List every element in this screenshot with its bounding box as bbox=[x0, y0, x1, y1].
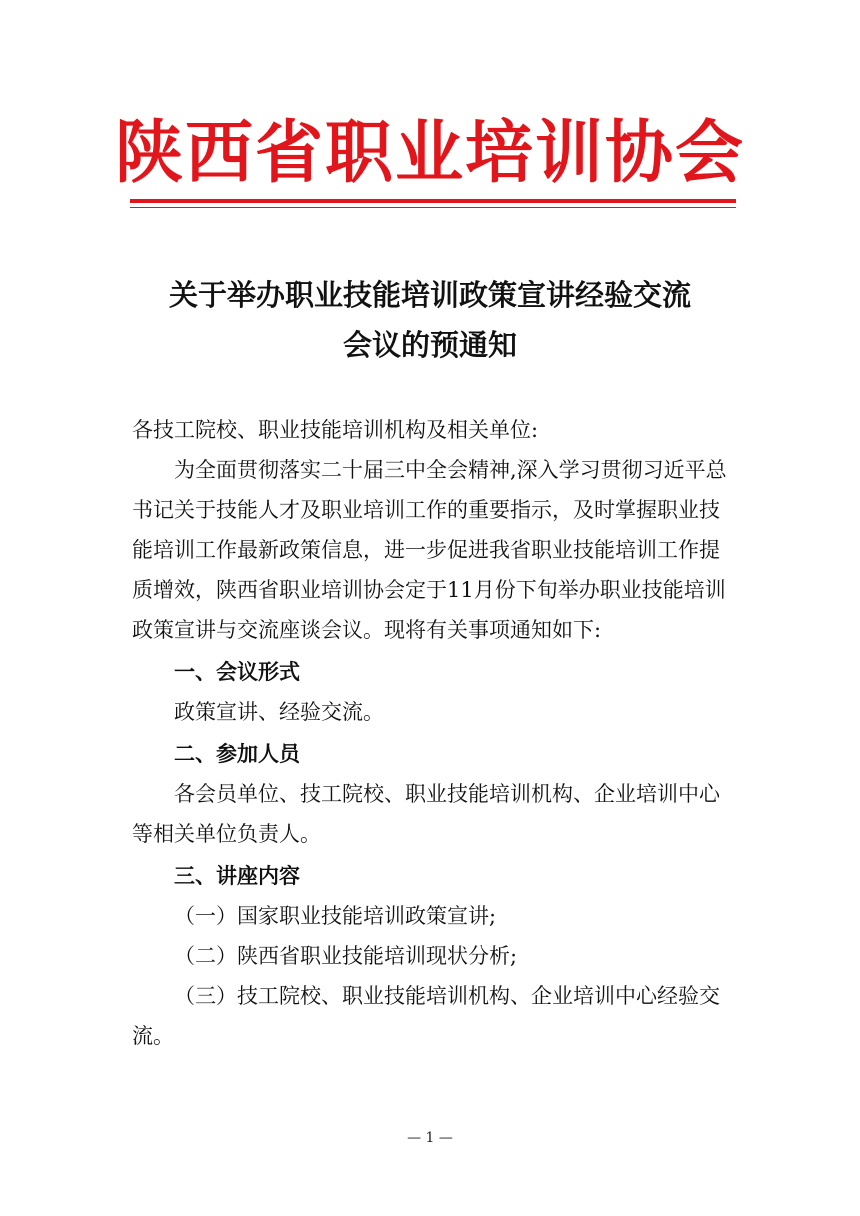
section-lecture-content bbox=[132, 856, 732, 1056]
list-item: （三）技工院校、职业技能培训机构、企业培训中心经验交流。 bbox=[132, 984, 720, 1048]
intro-paragraph: 为全面贯彻落实二十届三中全会精神,深入学习贯彻习近平总书记关于技能人才及职业培训工作的重要指示，及时掌握职业技能培训工作最新政策信息，进一步促进我省职业技能培训工作提质增效，陕西省职业培训协会定于11月份下旬举办职业技能培训政策宣讲与交流座谈会议。现将有关事项通知如下: bbox=[132, 458, 727, 642]
document-title-line-1: 关于举办职业技能培训政策宣讲经验交流 bbox=[168, 278, 691, 312]
page-number: — 1 — bbox=[407, 1130, 453, 1146]
section-text: 政策宣讲、经验交流。 bbox=[174, 700, 384, 724]
list-item: （二）陕西省职业技能培训现状分析; bbox=[174, 944, 518, 968]
salutation: 各技工院校、职业技能培训机构及相关单位: bbox=[132, 418, 539, 442]
masthead-thin-rule bbox=[130, 207, 736, 208]
list-item: （一）国家职业技能培训政策宣讲; bbox=[174, 904, 497, 928]
section-heading: 一、会议形式 bbox=[174, 660, 300, 684]
document-body bbox=[132, 410, 732, 1056]
organization-masthead: 陕西省职业培训协会 bbox=[114, 113, 745, 193]
document-title bbox=[0, 270, 860, 370]
section-participants bbox=[132, 734, 732, 854]
section-heading: 三、讲座内容 bbox=[174, 864, 300, 888]
masthead-thick-rule bbox=[130, 199, 736, 203]
document-title-line-2: 会议的预通知 bbox=[342, 328, 517, 362]
section-heading: 二、参加人员 bbox=[174, 742, 300, 766]
section-meeting-format bbox=[132, 652, 732, 732]
section-text: 各会员单位、技工院校、职业技能培训机构、企业培训中心等相关单位负责人。 bbox=[132, 782, 720, 846]
